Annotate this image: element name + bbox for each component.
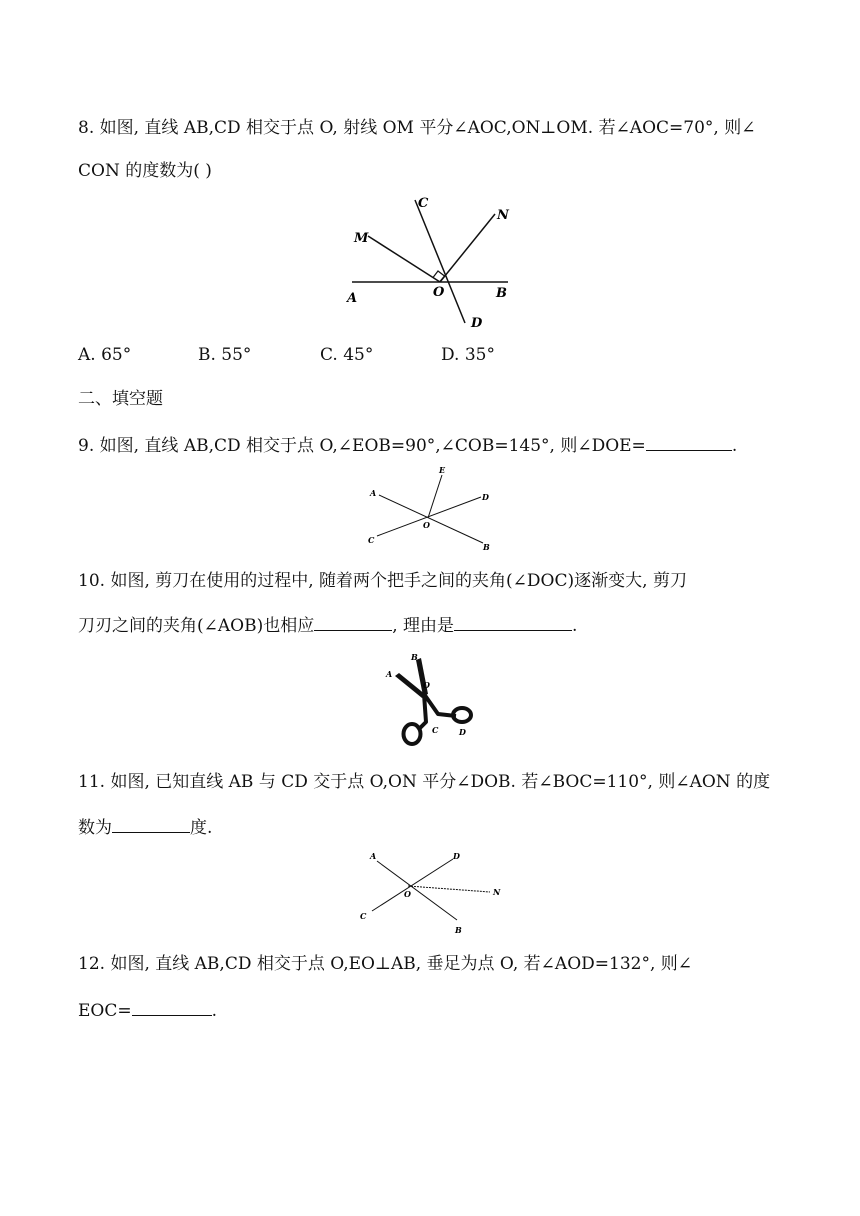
q11-text-line2 [78, 815, 212, 839]
q11-text-line1: 11. 如图, 已知直线 AB 与 CD 交于点 O,ON 平分∠DOB. 若∠BOC=110°, 则∠AON 的度 [78, 772, 771, 792]
q11-label-c: C [360, 911, 367, 921]
q11-text-part-b: 度. [190, 818, 213, 838]
q10-label-a: A [386, 669, 393, 679]
q8-label-c: C [418, 196, 429, 211]
q11-label-o: O [404, 889, 411, 899]
q10-text-end: . [572, 616, 578, 636]
q12-text-line2 [78, 998, 217, 1022]
q8-option-b: B. 55° [198, 345, 252, 365]
q9-text-end: . [731, 436, 738, 456]
q9-figure [365, 463, 500, 553]
q9-label-b: B [483, 542, 490, 552]
section-heading-fill-blank: 二、填空题 [78, 389, 163, 409]
q9-answer-blank[interactable] [646, 433, 732, 451]
q11-label-b: B [455, 925, 462, 935]
q8-label-b: B [496, 286, 507, 301]
q11-answer-blank[interactable] [112, 815, 190, 833]
q8-label-a: A [347, 291, 358, 306]
q10-text-part-b: , 理由是 [392, 616, 455, 636]
q10-label-b: B [411, 652, 418, 662]
q10-text-part-a: 刀刃之间的夹角(∠AOB)也相应 [78, 616, 315, 636]
q11-label-n: N [493, 887, 501, 897]
q8-label-n: N [497, 208, 509, 223]
q9-text-main: 9. 如图, 直线 AB,CD 相交于点 O,∠EOB=90°,∠COB=145°, 则∠DOE= [78, 436, 646, 456]
q10-text-line1: 10. 如图, 剪刀在使用的过程中, 随着两个把手之间的夹角(∠DOC)逐渐变大, 剪刀 [78, 571, 687, 591]
q10-label-c: C [432, 725, 439, 735]
q9-label-o: O [423, 520, 430, 530]
q11-figure [360, 848, 510, 938]
q9-label-a: A [370, 488, 377, 498]
q8-text-line2: CON 的度数为( ) [78, 161, 212, 181]
q8-option-c: C. 45° [320, 345, 374, 365]
q9-text [78, 433, 737, 457]
q11-label-a: A [370, 851, 377, 861]
q12-text-part-a: EOC= [78, 1001, 132, 1021]
q12-answer-blank[interactable] [132, 998, 212, 1016]
q10-answer-blank-2[interactable] [454, 613, 572, 631]
q10-label-d: D [459, 727, 466, 737]
q9-label-e: E [439, 465, 446, 475]
q8-label-d: D [471, 316, 483, 331]
q11-text-part-a: 数为 [78, 818, 112, 838]
q9-label-d: D [482, 492, 489, 502]
q8-text-line1: 8. 如图, 直线 AB,CD 相交于点 O, 射线 OM 平分∠AOC,ON⊥OM. 若∠AOC=70°, 则∠ [78, 118, 756, 138]
q10-label-o: O [423, 680, 430, 690]
q8-option-a: A. 65° [78, 345, 132, 365]
q10-answer-blank-1[interactable] [314, 613, 392, 631]
q8-label-m: M [354, 231, 369, 246]
q12-text-end: . [211, 1001, 218, 1021]
q8-option-d: D. 35° [441, 345, 495, 365]
q11-label-d: D [453, 851, 460, 861]
q9-label-c: C [368, 535, 375, 545]
q12-text-line1: 12. 如图, 直线 AB,CD 相交于点 O,EO⊥AB, 垂足为点 O, 若∠AOD=132°, 则∠ [78, 954, 693, 974]
q8-figure [340, 190, 530, 330]
q8-label-o: O [433, 285, 445, 300]
q10-text-line2 [78, 613, 577, 637]
q10-figure-scissors [380, 650, 480, 750]
